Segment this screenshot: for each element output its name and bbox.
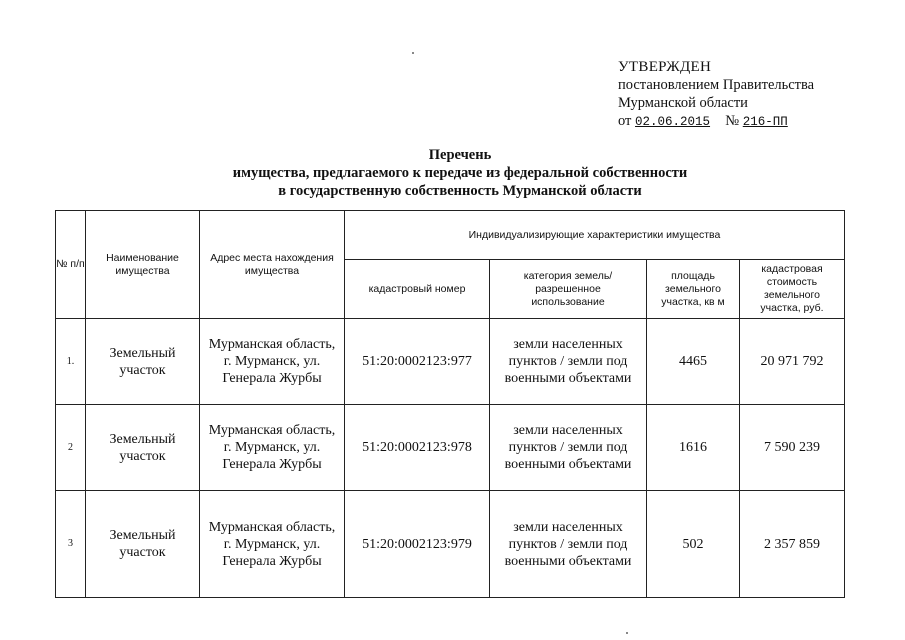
- number-value: 216-ПП: [742, 115, 788, 129]
- row-category: земли населенных пунктов / земли под военными объектами: [490, 405, 647, 491]
- row-address: Мурманская область, г. Мурманск, ул. Генерала Журбы: [200, 319, 345, 405]
- table-row: [56, 491, 845, 598]
- header-address: Адрес места нахождения имущества: [200, 211, 345, 319]
- header-characteristics: Индивидуализирующие характеристики имущества: [345, 211, 845, 260]
- row-number: 1.: [56, 319, 86, 405]
- row-cadastral: 51:20:0002123:978: [345, 405, 490, 491]
- row-area: 4465: [647, 319, 740, 405]
- row-cadastral: 51:20:0002123:977: [345, 319, 490, 405]
- row-name: Земельный участок: [86, 319, 200, 405]
- row-number: 2: [56, 405, 86, 491]
- row-category: земли населенных пунктов / земли под военными объектами: [490, 319, 647, 405]
- scan-speck: [626, 632, 628, 634]
- date-prefix: от: [618, 113, 632, 129]
- header-cost: кадастровая стоимость земельного участка, руб.: [740, 260, 845, 319]
- approval-heading: УТВЕРЖДЕН: [618, 59, 712, 75]
- title-line-3: в государственную собственность Мурманской области: [278, 183, 642, 199]
- table-row: [56, 319, 845, 405]
- title-line-2: имущества, предлагаемого к передаче из федеральной собственности: [232, 165, 688, 181]
- header-num: № п/п: [56, 211, 86, 319]
- table-header-row: [56, 211, 845, 260]
- row-area: 502: [647, 491, 740, 598]
- header-area: площадь земельного участка, кв м: [647, 260, 740, 319]
- scan-speck: [412, 52, 414, 54]
- row-cadastral: 51:20:0002123:979: [345, 491, 490, 598]
- row-name: Земельный участок: [86, 405, 200, 491]
- row-cost: 7 590 239: [740, 405, 845, 491]
- document-title: [195, 146, 725, 200]
- row-cost: 20 971 792: [740, 319, 845, 405]
- date-value: 02.06.2015: [635, 115, 711, 129]
- property-table: [55, 210, 845, 598]
- row-name: Земельный участок: [86, 491, 200, 598]
- table-row: [56, 405, 845, 491]
- header-category: категория земель/ разрешенное использование: [490, 260, 647, 319]
- title-line-1: Перечень: [428, 147, 492, 163]
- approval-line-1: постановлением Правительства: [618, 77, 815, 93]
- approval-line-2: Мурманской области: [618, 95, 748, 111]
- approval-date-line: [618, 112, 898, 131]
- row-cost: 2 357 859: [740, 491, 845, 598]
- row-address: Мурманская область, г. Мурманск, ул. Генерала Журбы: [200, 491, 345, 598]
- header-name: Наименование имущества: [86, 211, 200, 319]
- approval-stamp: [618, 58, 898, 131]
- header-cadastral: кадастровый номер: [345, 260, 490, 319]
- row-area: 1616: [647, 405, 740, 491]
- row-number: 3: [56, 491, 86, 598]
- row-category: земли населенных пунктов / земли под военными объектами: [490, 491, 647, 598]
- number-prefix: №: [725, 113, 740, 129]
- row-address: Мурманская область, г. Мурманск, ул. Генерала Журбы: [200, 405, 345, 491]
